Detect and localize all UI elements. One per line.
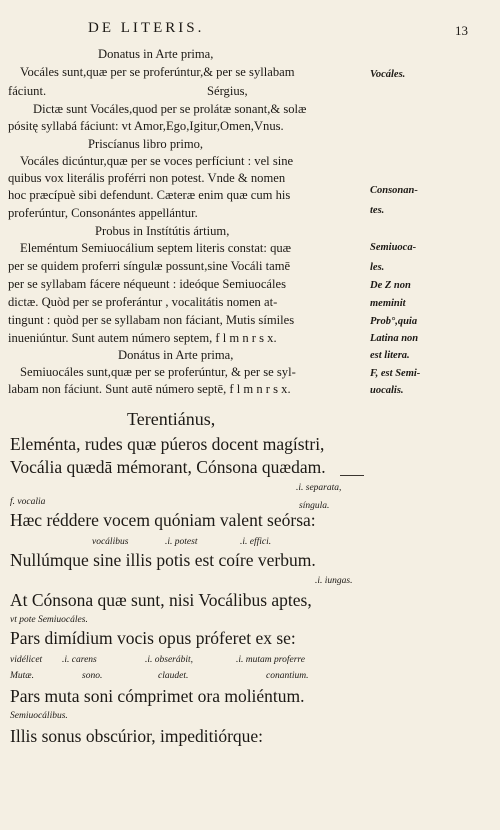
margin-note: Latina non (370, 333, 419, 344)
gloss: Semiuocálibus. (10, 711, 68, 721)
prose-line: inueniúntur. Sunt autem número septem, f l m n r s x. (8, 331, 277, 345)
margin-note: Semiuoca- (370, 242, 417, 253)
margin-note: Vocáles. (370, 69, 406, 80)
margin-note: meminit (370, 298, 406, 309)
verse-line: Vocália quædā mémorant, Cónsona quædam. (10, 457, 326, 477)
verse-line: Pars muta soni cómprimet ora moliéntum. (10, 686, 305, 706)
gloss: claudet. (158, 671, 189, 681)
verse-line: At Cónsona quæ sunt, nisi Vocálibus aptes, (10, 590, 312, 610)
gloss: Mutæ. (10, 671, 35, 681)
margin-note: F, est Semi- (370, 368, 421, 379)
margin-note: Consonan- (370, 185, 418, 196)
margin-note: De Z non (370, 280, 411, 291)
margin-note: est litera. (370, 350, 410, 361)
prose-line: Vocáles sunt,quæ per se proferúntur,& per se syllabam (20, 65, 295, 79)
gloss: conantium. (266, 671, 309, 681)
gloss: síngula. (299, 501, 330, 511)
gloss: vocálibus (92, 537, 129, 547)
gloss: .i. separata, (296, 483, 342, 493)
prose-line: pósitę syllabá fáciunt: vt Amor,Ego,Igitur,Omen,Vnus. (8, 119, 284, 133)
margin-note: Prob°,quia (370, 316, 418, 327)
margin-note: uocalis. (370, 385, 404, 396)
prose-line: Donátus in Arte prima, (118, 348, 234, 362)
gloss: vt pote Semiuocáles. (10, 615, 88, 625)
margin-note: tes. (370, 205, 385, 216)
running-header: DE LITERIS. (88, 20, 205, 36)
prose-line: proferúntur, Consonántes appellántur. (8, 206, 198, 220)
verse-line: Eleménta, rudes quæ púeros docent magístri, (10, 434, 325, 454)
prose-line: Semiuocáles sunt,quæ per se proferúntur, & per se syl- (20, 365, 296, 379)
prose-line: Priscíanus libro primo, (88, 137, 204, 151)
prose-line: dictæ. Quòd per se proferántur , vocalitátis nomen at- (8, 295, 278, 309)
verse-line: Pars dimídium vocis opus próferet ex se: (10, 628, 296, 648)
prose-line: Sérgius, (207, 84, 248, 98)
prose-line: tingunt : quòd per se syllabam non fáciant, Mutis símiles (8, 313, 295, 327)
prose-line: Probus in Instítútis ártium, (95, 224, 230, 238)
prose-line: Dictæ sunt Vocáles,quod per se prolátæ sonant,& solæ (33, 102, 307, 116)
gloss: sono. (82, 671, 103, 681)
verse-line: Illis sonus obscúrior, impeditiórque: (10, 726, 264, 746)
prose-line: hoc præcípuè sibi defendunt. Cæteræ enim quæ cum his (8, 188, 291, 202)
prose-line: per se quidem proferri síngulæ possunt,sine Vocáli tamē (8, 259, 291, 273)
gloss: .i. potest (165, 537, 198, 547)
gloss: .i. mutam proferre (236, 655, 305, 665)
prose-line: Vocáles dicúntur,quæ per se voces perfíciunt : vel sine (20, 154, 294, 168)
prose-line: fáciunt. (8, 84, 47, 98)
prose-line: labam non fáciunt. Sunt autē número septē, f l m n r s x. (8, 382, 291, 396)
page-number: 13 (455, 23, 468, 38)
gloss-leader (340, 475, 364, 476)
gloss: .i. effici. (240, 537, 272, 547)
gloss: vidélicet (10, 655, 43, 665)
gloss: .i. carens (62, 655, 97, 665)
prose-line: per se syllabam fácere néqueunt : ideóque Semiuocáles (8, 277, 287, 291)
gloss: f. vocalia (10, 497, 46, 507)
prose-line: quibus vox literális proférri non potest. Vnde & nomen (8, 171, 286, 185)
gloss: .i. iungas. (315, 576, 353, 586)
verse-line: Nullúmque sine illis potis est coíre verbum. (10, 550, 316, 570)
verse-heading: Terentiánus, (127, 409, 216, 429)
prose-line: Eleméntum Semiuocálium septem literis constat: quæ (20, 241, 292, 255)
margin-note: les. (370, 262, 385, 273)
verse-line: Hæc réddere vocem quóniam valent seórsa: (10, 510, 316, 530)
gloss: .i. obserábit, (145, 655, 194, 665)
prose-line: Donatus in Arte prima, (98, 47, 214, 61)
